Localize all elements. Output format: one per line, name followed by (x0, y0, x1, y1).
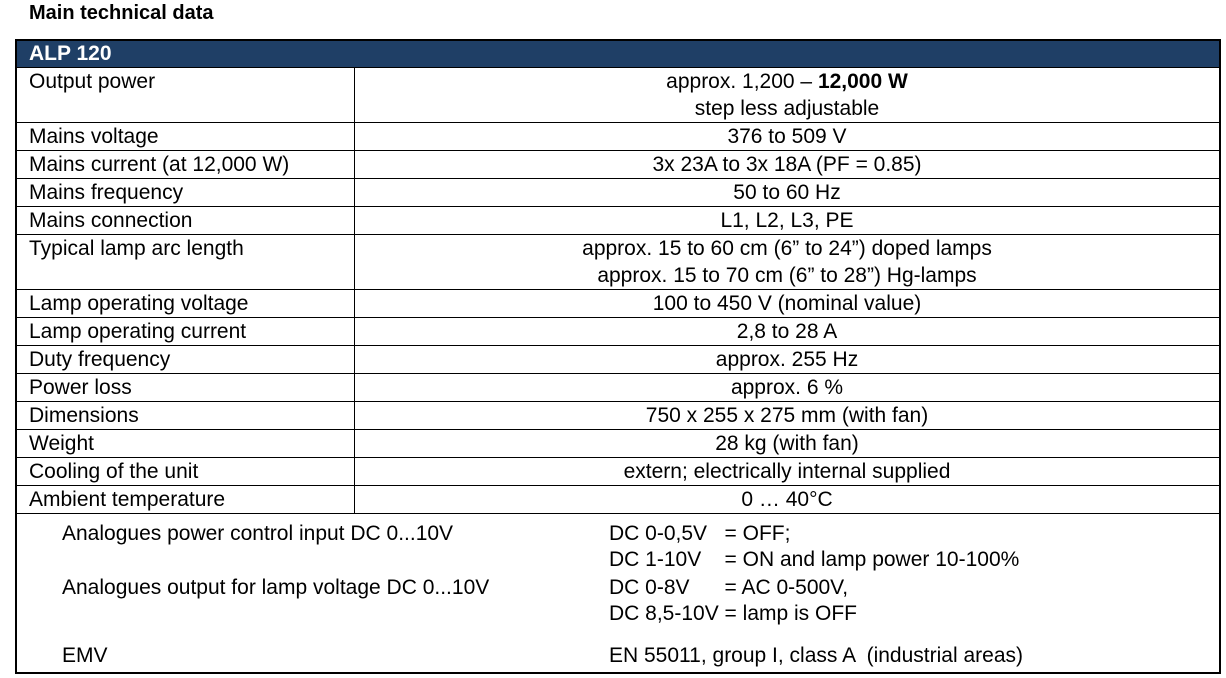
table-row (17, 430, 1219, 458)
row-label: Power loss (17, 374, 355, 402)
row-label: Typical lamp arc length (17, 235, 355, 290)
value-line-2: step less adjustable (694, 97, 880, 120)
row-value: extern; electrically internal supplied (355, 458, 1220, 486)
row-value: L1, L2, L3, PE (355, 207, 1220, 235)
row-value: approx. 6 % (355, 374, 1220, 402)
table-row (17, 68, 1219, 123)
power-control-label: Analogues power control input DC 0...10V (62, 522, 454, 545)
table-row (17, 123, 1219, 151)
lamp-voltage-value-2: DC 8,5-10V = lamp is OFF (609, 602, 857, 625)
row-label: Output power (17, 68, 355, 123)
table-row (17, 318, 1219, 346)
row-value: 376 to 509 V (355, 123, 1220, 151)
emv-value: EN 55011, group I, class A (industrial areas) (609, 644, 1023, 667)
value-text: approx. 1,200 – (666, 70, 818, 93)
value-line: approx. 15 to 60 cm (6” to 24”) doped lamps (582, 237, 992, 260)
table-row (17, 179, 1219, 207)
value-line (355, 68, 1219, 95)
row-value: approx. 255 Hz (355, 346, 1220, 374)
row-label: Dimensions (17, 402, 355, 430)
row-label: Lamp operating voltage (17, 290, 355, 318)
row-label: Cooling of the unit (17, 458, 355, 486)
emv-label: EMV (62, 644, 108, 667)
value-line-2: approx. 15 to 70 cm (6” to 28”) Hg-lamps (597, 264, 977, 287)
table-row (17, 486, 1219, 514)
row-value: 750 x 255 x 275 mm (with fan) (355, 402, 1220, 430)
row-value: 50 to 60 Hz (355, 179, 1220, 207)
row-label: Lamp operating current (17, 318, 355, 346)
row-value: 3x 23A to 3x 18A (PF = 0.85) (355, 151, 1220, 179)
table-row (17, 151, 1219, 179)
model-banner: ALP 120 (17, 41, 1219, 68)
table-row (17, 290, 1219, 318)
row-label: Mains frequency (17, 179, 355, 207)
lamp-voltage-value-1: DC 0-8V = AC 0-500V, (609, 576, 849, 599)
value-bold: 12,000 W (817, 70, 908, 93)
section-heading: Main technical data (29, 2, 214, 24)
row-label: Mains connection (17, 207, 355, 235)
row-label: Mains voltage (17, 123, 355, 151)
row-value (355, 235, 1220, 290)
power-control-value-1: DC 0-0,5V = OFF; (609, 522, 791, 545)
table-row (17, 374, 1219, 402)
row-value: 0 … 40°C (355, 486, 1220, 514)
row-label: Duty frequency (17, 346, 355, 374)
interface-block (17, 514, 1219, 672)
row-label: Ambient temperature (17, 486, 355, 514)
table-row (17, 402, 1219, 430)
power-control-value-2: DC 1-10V = ON and lamp power 10-100% (609, 548, 1020, 571)
table-row (17, 346, 1219, 374)
spec-table (15, 39, 1221, 674)
row-value: 2,8 to 28 A (355, 318, 1220, 346)
table-row (17, 235, 1219, 290)
table-row (17, 458, 1219, 486)
row-label: Weight (17, 430, 355, 458)
table-row (17, 207, 1219, 235)
row-label: Mains current (at 12,000 W) (17, 151, 355, 179)
row-value: 100 to 450 V (nominal value) (355, 290, 1220, 318)
lamp-voltage-label: Analogues output for lamp voltage DC 0...10V (62, 576, 490, 599)
spec-rows (17, 68, 1219, 514)
row-value (355, 68, 1220, 123)
row-value: 28 kg (with fan) (355, 430, 1220, 458)
